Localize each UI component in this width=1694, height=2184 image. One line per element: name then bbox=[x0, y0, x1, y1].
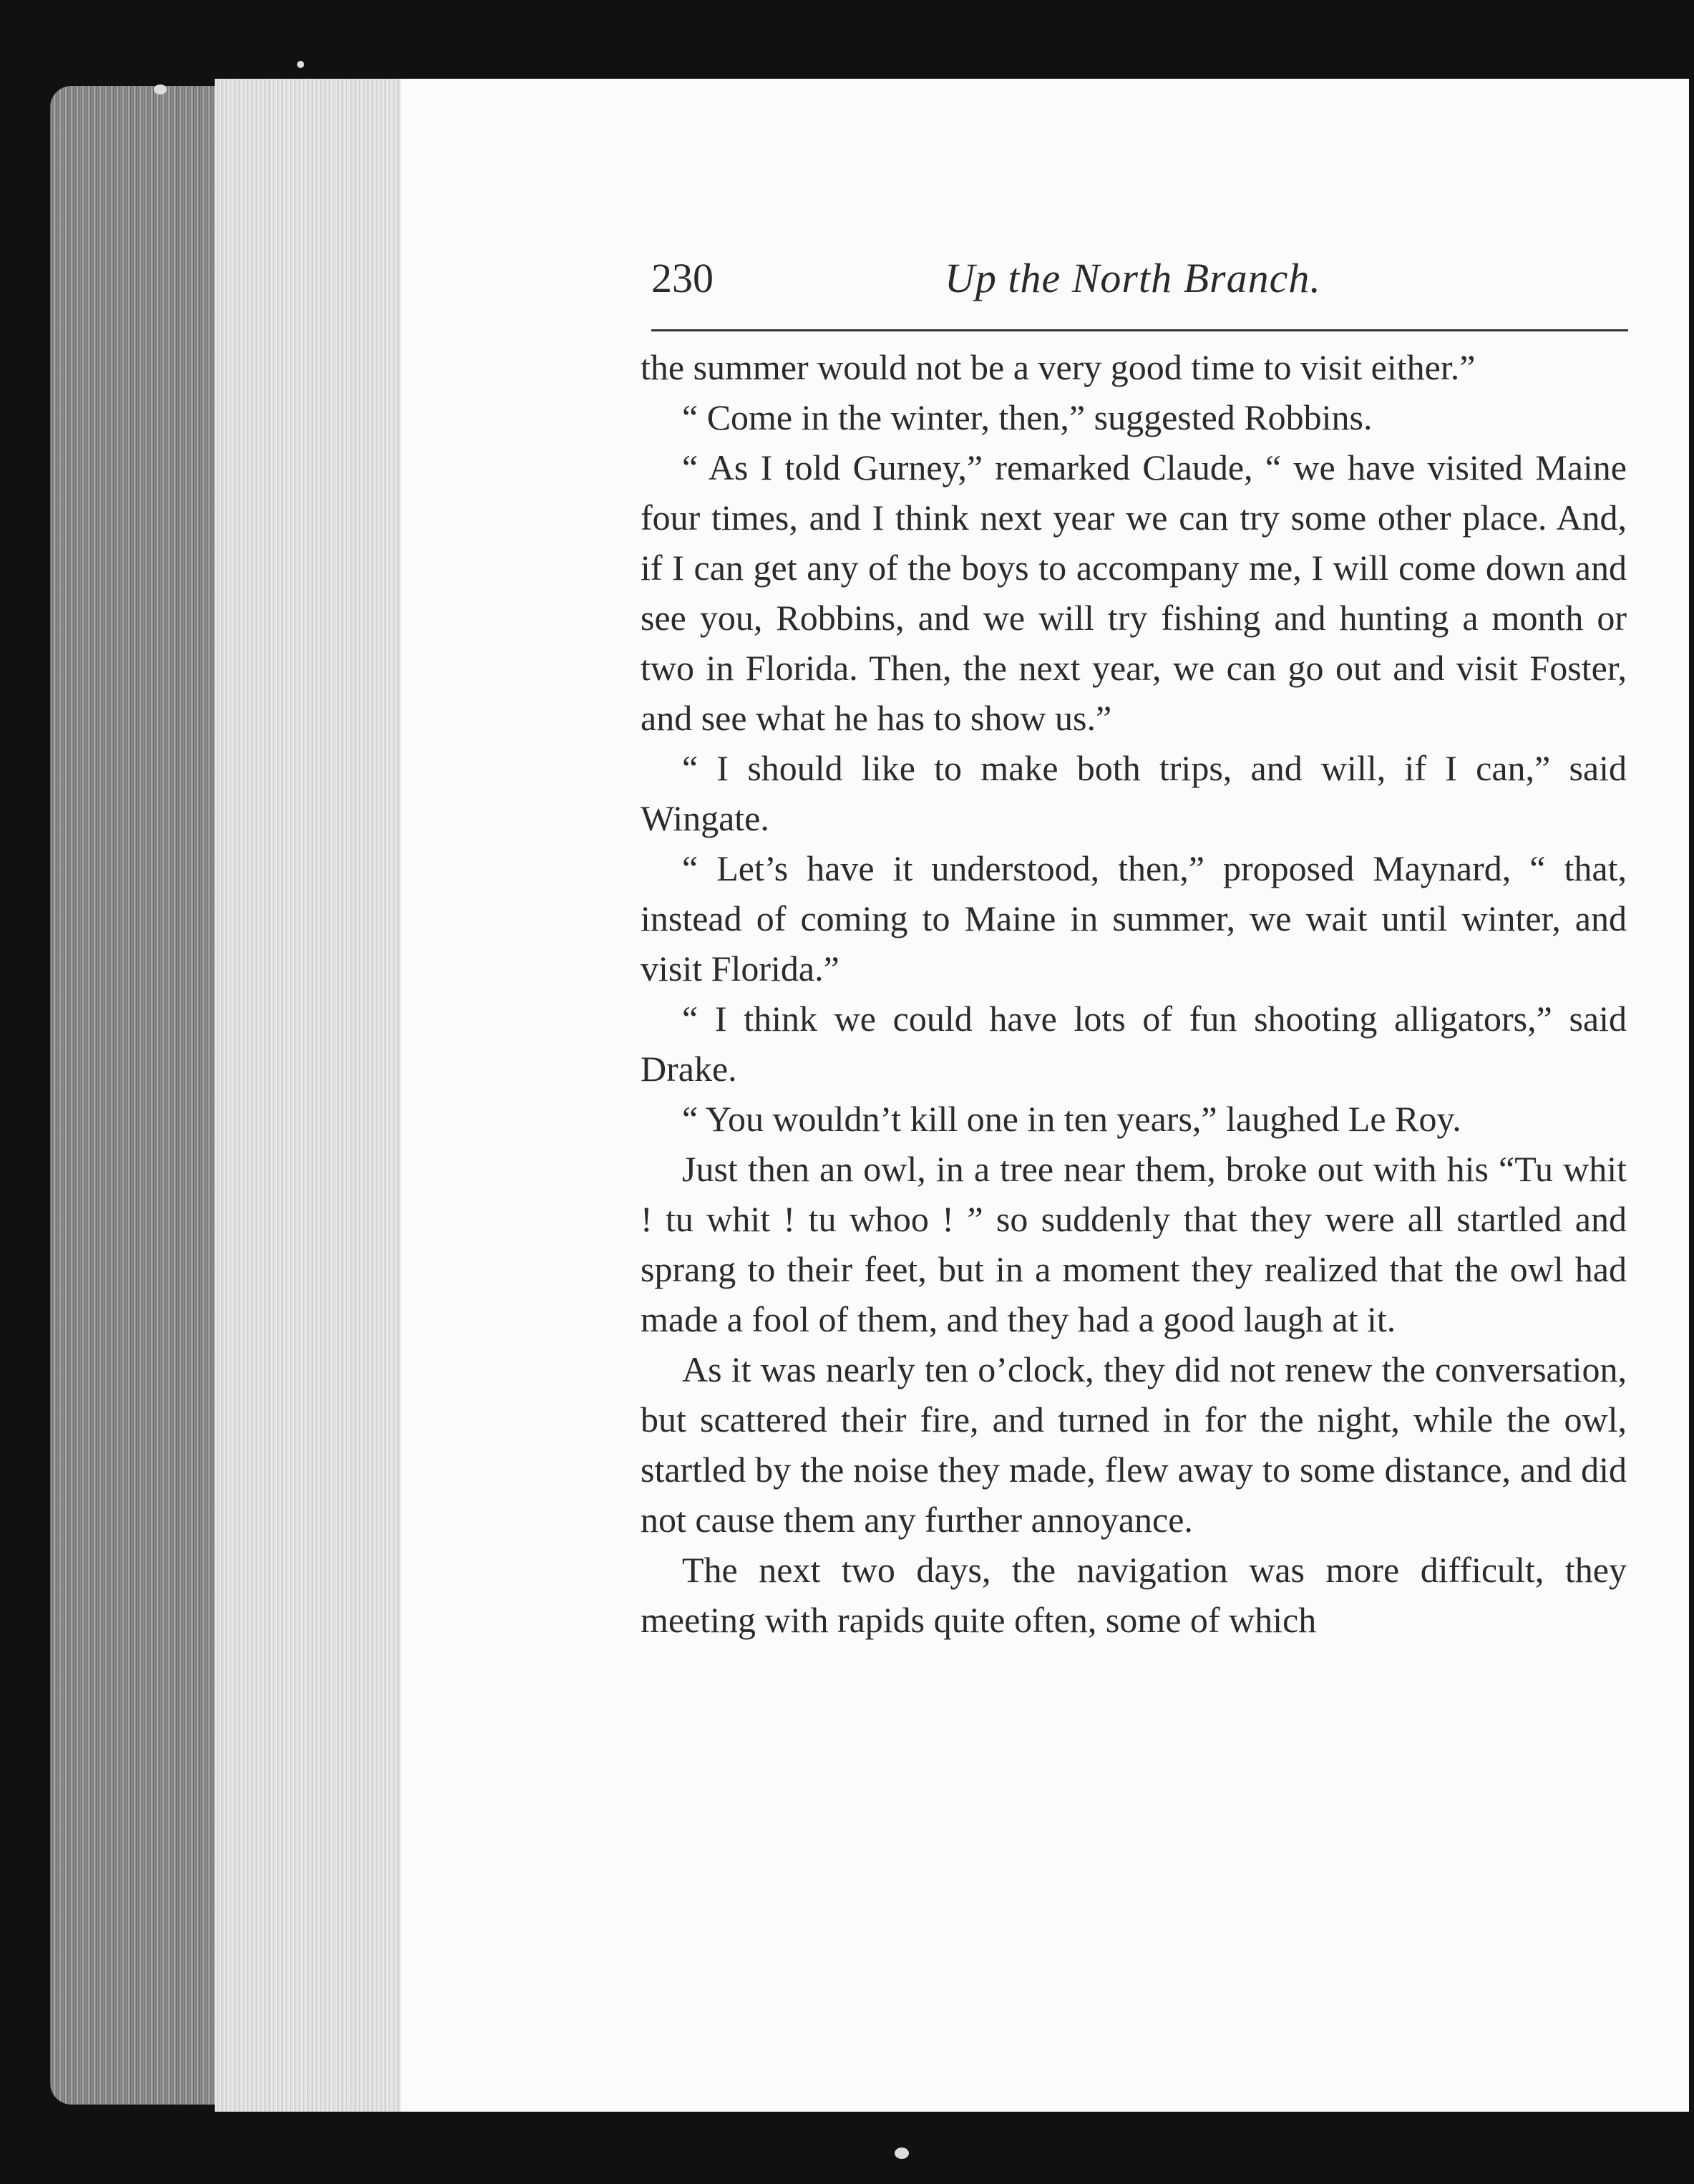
paragraph: “ You wouldn’t kill one in ten years,” laughed Le Roy. bbox=[682, 1099, 1461, 1139]
page-number: 230 bbox=[651, 255, 714, 301]
body-text bbox=[641, 342, 1627, 1645]
paragraph: Just then an owl, in a tree near them, broke out with his “Tu whit ! tu whit ! tu whoo ! ” so suddenly that they were all startled and sprang to their feet, but in a moment they realized that the owl had made a fool of them, and they had a good laugh at it. bbox=[641, 1149, 1627, 1339]
header-rule bbox=[651, 329, 1628, 331]
page-header bbox=[651, 254, 1628, 319]
paragraph: “ I should like to make both trips, and will, if I can,” said Wingate. bbox=[641, 748, 1627, 838]
paragraph: The next two days, the navigation was more difficult, they meeting with rapids quite often, some of which bbox=[641, 1550, 1627, 1640]
paragraph: “ Come in the winter, then,” suggested Robbins. bbox=[682, 397, 1373, 437]
dust-speck bbox=[297, 61, 304, 68]
paragraph: “ As I told Gurney,” remarked Claude, “ we have visited Maine four times, and I think next year we can try some other place. And, if I can get any of the boys to accompany me, I will come down and see you, Robbins, and we will try fishing and hunting a month or two in Florida. Then, the next year, we can go out and visit Foster, and see what he has to show us.” bbox=[641, 447, 1627, 738]
running-title: Up the North Branch. bbox=[945, 255, 1321, 301]
paragraph: “ I think we could have lots of fun shooting alligators,” said Drake. bbox=[641, 999, 1627, 1089]
paragraph: As it was nearly ten o’clock, they did not renew the conversation, but scattered their fire, and turned in for the night, while the owl, startled by the noise they made, flew away to some distance, and did not cause them any further annoyance. bbox=[641, 1349, 1627, 1540]
paragraph: “ Let’s have it understood, then,” proposed Maynard, “ that, instead of coming to Maine in summer, we wait until winter, and visit Florida.” bbox=[641, 848, 1627, 989]
dust-speck bbox=[895, 2147, 909, 2159]
book-page-edges-light bbox=[215, 79, 408, 2112]
paragraph: the summer would not be a very good time to visit either.” bbox=[641, 347, 1476, 387]
dust-speck bbox=[154, 84, 167, 94]
